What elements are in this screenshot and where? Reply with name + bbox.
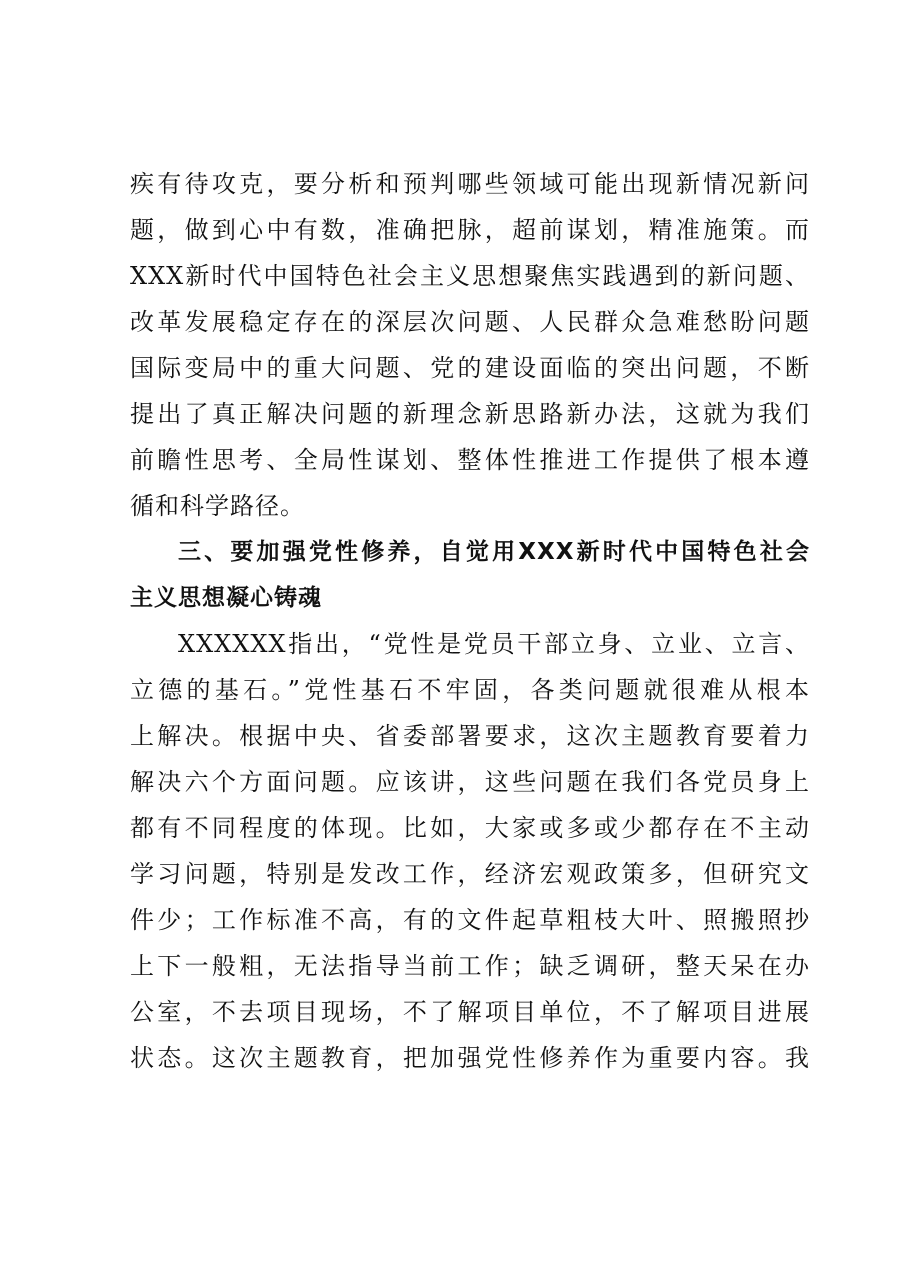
paragraph-1-line-4: 改革发展稳定存在的深层次问题、人民群众急难愁盼问题 xyxy=(130,308,810,336)
paragraph-2-line-2: 立德的基石。”党性基石不牢固，各类问题就很难从根本 xyxy=(130,676,810,704)
paragraph-1-line-8: 循和科学路径。 xyxy=(130,492,305,520)
paragraph-2-line-7: 件少；工作标准不高，有的文件起草粗枝大叶、照搬照抄 xyxy=(130,906,810,934)
paragraph-2-line-4: 解决六个方面问题。应该讲，这些问题在我们各党员身上 xyxy=(130,768,810,796)
paragraph-2-line-5: 都有不同程度的体现。比如，大家或多或少都存在不主动 xyxy=(130,814,810,842)
paragraph-2-line-9: 公室，不去项目现场，不了解项目单位，不了解项目进展 xyxy=(130,998,810,1026)
section-heading-line-1: 三、要加强党性修养，自觉用XXX新时代中国特色社会 xyxy=(178,539,810,565)
paragraph-1-line-5: 国际变局中的重大问题、党的建设面临的突出问题，不断 xyxy=(130,354,810,382)
paragraph-2-line-1: XXXXXX指出，“党性是党员干部立身、立业、立言、 xyxy=(178,630,810,658)
paragraph-1-line-1: 疾有待攻克，要分析和预判哪些领域可能出现新情况新问 xyxy=(130,170,810,198)
paragraph-1-line-7: 前瞻性思考、全局性谋划、整体性推进工作提供了根本遵 xyxy=(130,446,810,474)
paragraph-2-line-10: 状态。这次主题教育，把加强党性修养作为重要内容。我 xyxy=(130,1044,810,1072)
paragraph-2-line-6: 学习问题，特别是发改工作，经济宏观政策多，但研究文 xyxy=(130,860,810,888)
section-heading-line-2: 主义思想凝心铸魂 xyxy=(130,585,322,611)
paragraph-1-line-2: 题，做到心中有数，准确把脉，超前谋划，精准施策。而 xyxy=(130,216,810,244)
paragraph-1-line-6: 提出了真正解决问题的新理念新思路新办法，这就为我们 xyxy=(130,400,810,428)
paragraph-2-line-8: 上下一般粗，无法指导当前工作；缺乏调研，整天呆在办 xyxy=(130,952,810,980)
paragraph-1-line-3: XXX新时代中国特色社会主义思想聚焦实践遇到的新问题、 xyxy=(130,262,810,290)
paragraph-2-line-3: 上解决。根据中央、省委部署要求，这次主题教育要着力 xyxy=(130,722,810,750)
